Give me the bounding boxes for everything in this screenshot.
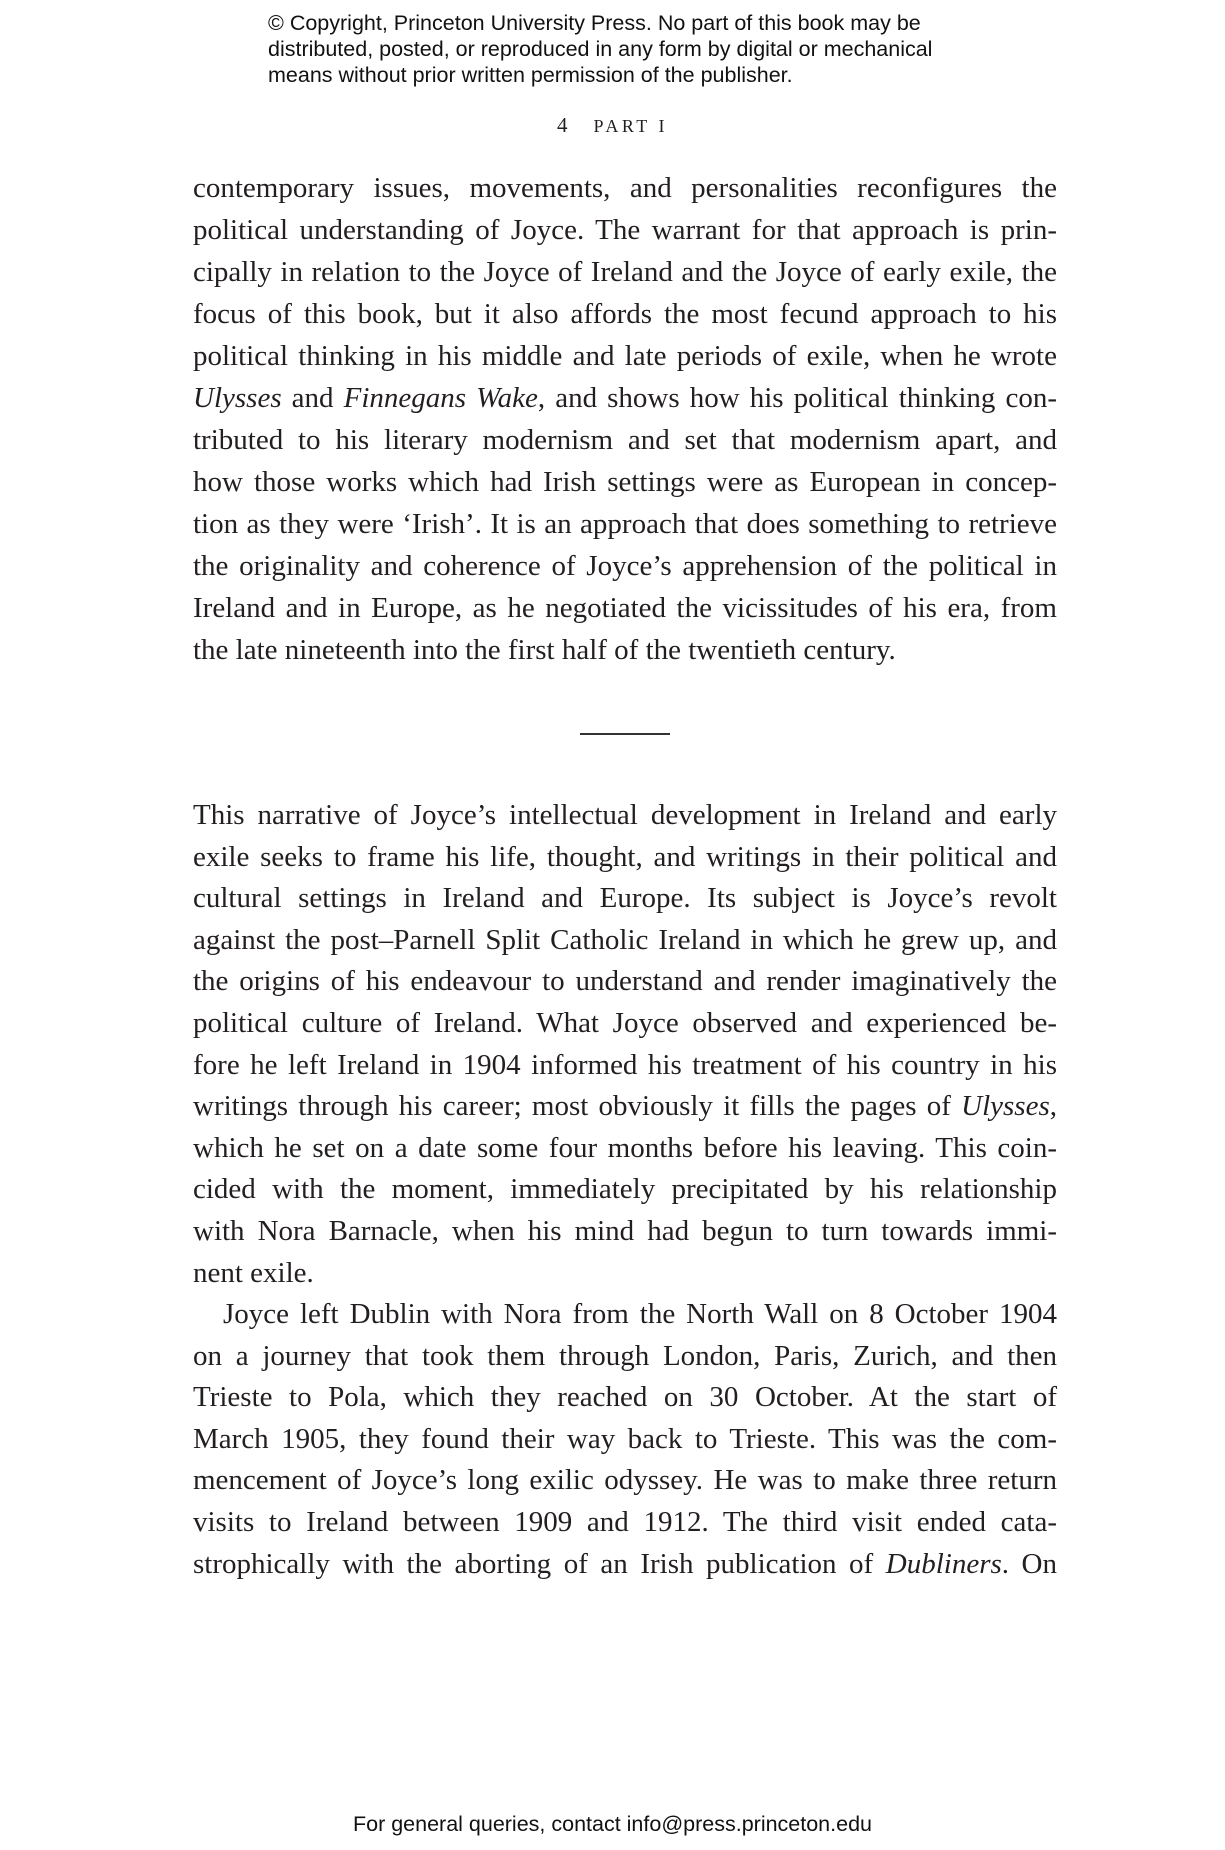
text-line: mencement of Joyce’s long exilic odyssey. He was to make three return — [193, 1464, 1057, 1497]
text-line: writings through his career; most obviously it fills the pages of Ulysses, — [193, 1090, 1057, 1123]
text-line: on a journey that took them through London, Paris, Zurich, and then — [193, 1339, 1057, 1372]
text-line: which he set on a date some four months before his leaving. This coin- — [193, 1131, 1057, 1164]
text-line: Ireland and in Europe, as he negotiated the vicissitudes of his era, from — [193, 592, 1057, 624]
text-line: fore he left Ireland in 1904 informed his treatment of his country in his — [193, 1048, 1057, 1081]
text-line: exile seeks to frame his life, thought, and writings in their political and — [193, 840, 1057, 873]
text-line: focus of this book, but it also affords the most fecund approach to his — [193, 298, 1057, 330]
part-title: PART I — [593, 116, 668, 136]
text-line: tion as they were ‘Irish’. It is an approach that does something to retrieve — [193, 508, 1057, 540]
book-title-finnegans-wake: Finnegans Wake — [343, 382, 538, 414]
text-line: the late nineteenth into the first half of the twentieth century. — [193, 634, 896, 666]
book-title-ulysses: Ulysses — [961, 1090, 1050, 1123]
page-number: 4 — [557, 113, 568, 137]
text-line: political thinking in his middle and late periods of exile, when he wrote — [193, 340, 1057, 372]
text-line: Joyce left Dublin with Nora from the North Wall on 8 October 1904 — [223, 1298, 1057, 1330]
contact-footer: For general queries, contact info@press.princeton.edu — [352, 1812, 872, 1836]
text-line: Trieste to Pola, which they reached on 30 October. At the start of — [193, 1381, 1057, 1414]
copyright-line: distributed, posted, or reproduced in any form by digital or mechanical — [268, 37, 933, 61]
text-line: strophically with the aborting of an Irish publication of Dubliners. On — [193, 1547, 1058, 1580]
copyright-line: © Copyright, Princeton University Press. No part of this book may be — [268, 11, 921, 35]
copyright-line: means without prior written permission of the publisher. — [268, 63, 793, 87]
text-line: against the post–Parnell Split Catholic Ireland in which he grew up, and — [193, 923, 1057, 956]
text-line: the origins of his endeavour to understand and render imaginatively the — [193, 965, 1057, 998]
text-line: cided with the moment, immediately precipitated by his relationship — [193, 1173, 1057, 1206]
text-line: This narrative of Joyce’s intellectual development in Ireland and early — [193, 799, 1057, 831]
text-line: cipally in relation to the Joyce of Ireland and the Joyce of early exile, the — [193, 256, 1057, 288]
text-line: contemporary issues, movements, and personalities reconfigures the — [193, 172, 1057, 204]
text-line: with Nora Barnacle, when his mind had begun to turn towards immi- — [193, 1215, 1057, 1247]
text-line: tributed to his literary modernism and set that modernism apart, and — [193, 424, 1057, 456]
section-divider — [580, 733, 670, 735]
text-line: the originality and coherence of Joyce’s apprehension of the political in — [193, 550, 1057, 582]
text-line: nent exile. — [193, 1256, 314, 1289]
text-line: political culture of Ireland. What Joyce observed and experienced be- — [193, 1007, 1057, 1039]
text-line: Ulysses and Finnegans Wake, and shows how his political thinking con- — [193, 382, 1058, 414]
book-title-dubliners: Dubliners — [885, 1547, 1002, 1580]
text-line: visits to Ireland between 1909 and 1912. The third visit ended cata- — [193, 1506, 1057, 1538]
book-title-ulysses: Ulysses — [193, 382, 282, 414]
running-head — [0, 113, 1225, 138]
text-line: political understanding of Joyce. The warrant for that approach is prin- — [193, 214, 1057, 246]
text-line: March 1905, they found their way back to Trieste. This was the com- — [193, 1422, 1057, 1455]
copyright-notice — [268, 10, 988, 88]
text-line: cultural settings in Ireland and Europe. Its subject is Joyce’s revolt — [193, 882, 1057, 915]
text-line: how those works which had Irish settings were as European in concep- — [193, 466, 1057, 498]
